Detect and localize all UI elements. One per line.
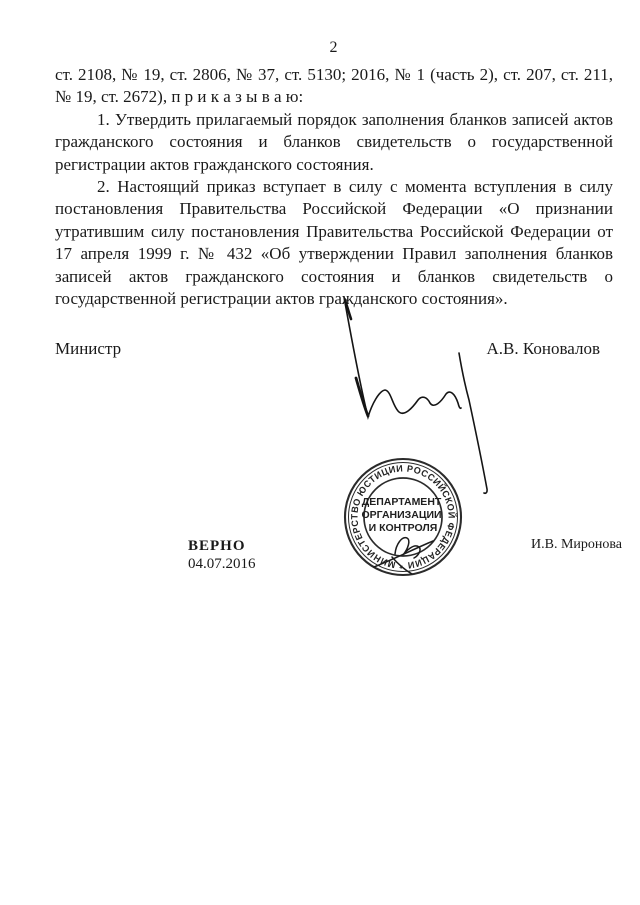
certification-block (188, 537, 256, 573)
page-number: 2 (329, 39, 338, 56)
stamp-signature-icon (374, 538, 433, 574)
document-body (55, 64, 613, 310)
stamp-ring-text: * МИНИСТЕРСТВО ЮСТИЦИИ РОССИЙСКОЙ ФЕДЕРАЦИИ (349, 463, 457, 571)
minister-name: А.В. Коновалов (486, 339, 600, 358)
stamp-center-text: ДЕПАРТАМЕНТ ОРГАНИЗАЦИИ И КОНТРОЛЯ (361, 496, 442, 534)
paragraph: 2. Настоящий приказ вступает в силу с момента вступления в силу постановления Правительства Российской Федерации «О признании утратившим силу постановления Правительства Российской Федерации от 17 апреля 1999 г. № 432 «Об утверждении Правил заполнения бланков записей актов гражданского состояния и бланков свидетельств о государственной регистрации актов гражданского состояния». (55, 177, 613, 309)
certifier-name: И.В. Миронова (531, 537, 623, 552)
signature-row (55, 338, 600, 360)
certification-date: 04.07.2016 (188, 556, 256, 572)
minister-title: Министр (55, 339, 122, 358)
paragraph: ст. 2108, № 19, ст. 2806, № 37, ст. 5130; 2016, № 1 (часть 2), ст. 207, ст. 211, № 19, ст. 2672), п р и к а з ы в а ю: (55, 65, 613, 107)
paragraph: 1. Утвердить прилагаемый порядок заполнения бланков записей актов гражданского состояния и бланков свидетельств о государственной регистрации актов гражданского состояния. (55, 109, 613, 174)
minister-signature-icon (344, 297, 487, 493)
official-stamp (345, 459, 461, 575)
stamp-inner-ring (364, 478, 442, 556)
stamp-outer-ring (345, 459, 461, 575)
stamp-middle-ring (349, 463, 458, 572)
verno-label: ВЕРНО (188, 538, 246, 554)
